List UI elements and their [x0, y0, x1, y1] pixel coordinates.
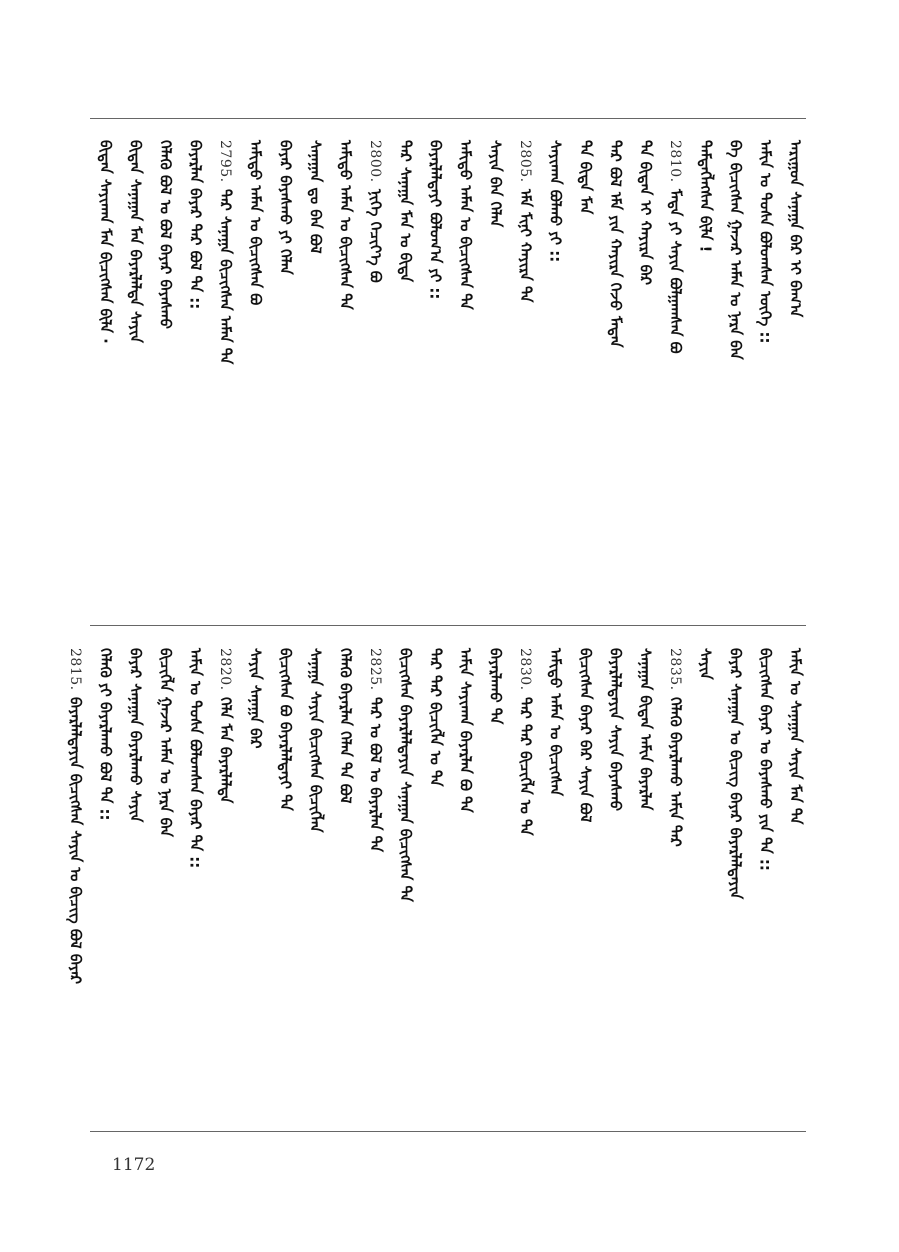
verse-text: ᠰᠠᠶᠢᠨ [696, 648, 715, 680]
line-number: 2820. [217, 648, 233, 691]
verse-text: ᠰᠠᠶᠢᠨ ᠪᠠᠨ ᠬᠡᠯᠡᠨ [486, 140, 505, 228]
top-rule [90, 118, 806, 119]
verse-text: ᠲᠡᠷ ᠲᠡᠷ ᠪᠢᠴᠢᠭᠯᠡ ᠤ ᠲᠡ [426, 648, 445, 787]
verse-text: ᠪᠢᠴᠢᠭᠯᠡ ᠭᠠᠵᠠᠷ ᠠᠮᠠᠨ ᠤ ᠨᠡᠷᠡ ᠪᠡᠨ [156, 648, 175, 837]
verse-text: ᠠᠮᠢᠳᠤ ᠠᠮᠠᠨ ᠤ ᠪᠢᠴᠢᠭᠰᠡᠨ ᠲᠡ [456, 140, 475, 310]
verse-text: ᠬᠡᠯᠡᠬᠦ ᠪᠠᠶᠠᠷᠯᠠᠬᠤ ᠠᠮᠢᠨ ᠲᠡᠷ [666, 696, 685, 847]
verse-line [753, 140, 777, 600]
verse-text: ᠬᠡᠯᠡ ᠮᠠᠨ ᠪᠠᠶᠠᠷᠯᠠᠯᠲᠠ [216, 696, 235, 803]
verse-line [453, 140, 477, 600]
verse-text: ᠰᠠᠨᠠᠭᠠᠨ ᠳᠤ ᠪᠡᠨ ᠪᠣᠯ [306, 140, 325, 254]
verse-line [693, 140, 717, 600]
verse-line [753, 648, 777, 1118]
middle-rule [90, 625, 806, 626]
verse-text: ᠨᠢᠭᠡ ᠬᠡᠴᠢᠶ᠎ᠡ ᠪᠤ [366, 188, 385, 283]
verse-line [423, 140, 447, 600]
verse-text: ᠪᠠᠶᠠᠷᠯᠠᠯᠲᠠᠶᠢ ᠪᠣᠯᠤᠭ᠎ᠠ ᠶᠢ :: [426, 140, 445, 300]
verse-text: ᠪᠢᠴᠢᠭᠰᠡᠨ ᠪᠠᠶᠠᠷᠯᠠᠯᠲᠠᠶᠢᠨ ᠰᠠᠨᠠᠭᠠᠨ ᠪᠢᠴᠢᠭᠰᠡᠨ ᠲᠡ [396, 648, 415, 902]
verse-line [633, 140, 657, 600]
line-number: 2825. [367, 648, 383, 691]
verse-text: ᠡᠮᠡ ᠮᠢᠨᠢ ᠬᠠᠶᠢᠷᠠ ᠲᠡ [516, 188, 535, 303]
verse-line [93, 140, 117, 600]
verse-line [783, 648, 807, 1118]
verse-text: ᠮᠠᠳᠠ ᠶᠢ ᠰᠠᠶᠢᠨ ᠪᠤᠯᠭᠠᠭᠰᠠᠨ ᠪᠤ [666, 188, 685, 354]
verse-line [363, 648, 387, 1118]
verse-line [243, 648, 267, 1118]
verse-text: ᠰᠠᠶᠢᠬᠠᠨ ᠪᠣᠯᠬᠤ ᠶᠢ :: [546, 140, 565, 263]
verse-text: ᠲᠡ ᠪᠢᠳᠡᠨ ᠢ ᠬᠠᠶᠢᠷᠠ ᠪᠡᠷ [636, 140, 655, 286]
verse-block-top [87, 140, 807, 600]
verse-text: ᠲᠡᠷ ᠤ ᠪᠣᠯ ᠤ ᠪᠠᠶᠠᠷᠯᠠᠨ ᠲᠡ [366, 696, 385, 852]
verse-text: ᠠᠮᠢᠨ ᠰᠠᠶᠢᠬᠠᠨ ᠪᠠᠶᠠᠷᠯᠠᠨ ᠪᠤ ᠲᠡ [456, 648, 475, 813]
verse-text: ᠲᠡᠷ ᠰᠠᠨᠠᠭᠠ ᠮᠠᠨ ᠤ ᠪᠢᠳᠡ [396, 140, 415, 283]
verse-line [153, 140, 177, 600]
verse-text: ᠪᠢᠴᠢᠭᠰᠡᠨ ᠪᠤ ᠪᠠᠶᠠᠷᠯᠠᠯᠲᠠᠶᠢ ᠲᠡ [276, 648, 295, 811]
verse-line [573, 140, 597, 600]
verse-text: ᠪᠠᠶᠠᠷ ᠰᠠᠨᠠᠭᠠᠨ ᠪᠠᠶᠠᠷᠯᠠᠬᠤ ᠰᠠᠶᠢᠨ [126, 648, 145, 823]
verse-line [63, 648, 87, 1118]
verse-line [543, 140, 567, 600]
verse-line [123, 140, 147, 600]
verse-text: ᠪᠠᠶᠠᠷ ᠪᠠᠶᠠᠰᠬᠤ ᠶᠢ ᠬᠡᠯᠡᠨ [276, 140, 295, 275]
verse-text: ᠪᠢᠳᠡᠨ ᠰᠠᠨᠠᠭᠠᠨ ᠮᠠᠨ ᠪᠠᠶᠠᠷᠯᠠᠯᠲᠠ ᠰᠠᠶᠢᠨ [126, 140, 145, 343]
verse-line [123, 648, 147, 1118]
verse-line [213, 648, 237, 1118]
verse-line [633, 648, 657, 1118]
verse-text: ᠠᠮᠢᠳᠤ ᠠᠮᠠᠨ ᠤ ᠪᠢᠴᠢᠭᠰᠡᠨ [546, 648, 565, 796]
verse-text: ᠪᠢᠳᠡᠨ ᠰᠠᠶᠢᠬᠠᠨ ᠮᠠᠨ ᠪᠢᠴᠢᠭᠰᠡᠨ ᠪᠢᠯᠡ · [96, 140, 115, 344]
verse-line [303, 140, 327, 600]
line-number: 2810. [667, 140, 683, 183]
verse-line [183, 648, 207, 1118]
verse-line [363, 140, 387, 600]
verse-text: ᠠᠮᠢᠨ ᠤ ᠰᠠᠨᠠᠭᠠᠨ ᠰᠠᠶᠢᠨ ᠮᠠᠨ ᠲᠡ [786, 648, 805, 825]
verse-line [333, 140, 357, 600]
verse-text: ᠪᠠᠶᠠᠷᠯᠠᠯᠲᠠᠶᠢᠨ ᠪᠢᠴᠢᠭᠰᠡᠨ ᠰᠠᠶᠢᠨ ᠤ ᠪᠢᠴᠢᠭ ᠪᠣᠯ ᠪᠠᠶᠠᠷ [66, 696, 85, 984]
verse-line [453, 648, 477, 1118]
verse-line [663, 648, 687, 1118]
verse-text: ᠪᠢᠴᠢᠭᠰᠡᠨ ᠪᠠᠶᠠᠷ ᠪᠡᠷ ᠰᠠᠶᠢᠨ ᠪᠣᠯ [576, 648, 595, 823]
verse-line [483, 648, 507, 1118]
verse-text: ᠪᠢᠴᠢᠭᠰᠡᠨ ᠪᠠᠶᠠᠷ ᠤ ᠪᠠᠶᠠᠰᠬᠤ ᠶᠢᠨ ᠲᠡ :: [756, 648, 775, 871]
verse-line [393, 648, 417, 1118]
verse-text: ᠲᠡᠷ ᠰᠠᠨᠠᠭᠠ ᠪᠢᠴᠢᠭᠰᠡᠨ ᠠᠮᠠᠨ ᠲᠡ [216, 188, 235, 364]
verse-text: ᠠᠮᠢᠨ ᠤ ᠲᠤᠰᠠ ᠪᠤᠯᠤᠭᠰᠠᠨ ᠪᠠᠶᠠᠷ ᠲᠡ :: [186, 648, 205, 869]
verse-text: ᠰᠠᠨᠠᠭᠠ ᠰᠠᠶᠢᠨ ᠪᠢᠴᠢᠭᠰᠡᠨ ᠪᠢᠴᠢᠭᠯᠡᠨ [306, 648, 325, 833]
verse-text: ᠬᠡᠯᠡᠬᠦ ᠪᠠᠶᠠᠷᠯᠠᠨ ᠬᠡᠯᠡᠨ ᠲᠡ ᠪᠣᠯ [336, 648, 355, 804]
verse-line [333, 648, 357, 1118]
line-number: 2795. [217, 140, 233, 183]
verse-line [393, 140, 417, 600]
verse-line [573, 648, 597, 1118]
verse-line [513, 648, 537, 1118]
verse-line [153, 648, 177, 1118]
verse-line [423, 648, 447, 1118]
verse-line [513, 140, 537, 600]
verse-text: ᠲᠡᠷ ᠪᠣᠯ ᠡᠮᠡ ᠶᠢᠨ ᠬᠠᠶᠢᠷᠠ ᠭᠡᠵᠦ ᠮᠡᠳᠡᠨ [606, 140, 625, 348]
verse-line [783, 140, 807, 600]
verse-line [723, 648, 747, 1118]
verse-text: ᠲᠡᠷ ᠲᠡᠷ ᠪᠢᠴᠢᠭᠯᠡ ᠤ ᠲᠡ [516, 696, 535, 836]
verse-text: ᠪᠠᠶᠠᠷᠯᠠᠨ ᠪᠠᠶᠠᠷ ᠲᠡᠷ ᠪᠣᠯ ᠲᠡ :: [186, 140, 205, 310]
verse-text: ᠪᠠᠶᠠᠷ ᠰᠠᠨᠠᠭᠠᠨ ᠤ ᠪᠢᠴᠢᠭ ᠪᠠᠶᠠᠷ ᠪᠠᠶᠠᠷᠯᠠᠯᠲᠠᠶᠢᠨ [726, 648, 745, 900]
verse-text: ᠰᠠᠨᠠᠭᠠᠨ ᠪᠢᠳᠡᠨ ᠠᠮᠢᠨ ᠪᠠᠶᠠᠷᠯᠠᠨ [636, 648, 655, 811]
verse-text: ᠠᠮᠢᠳᠤ ᠠᠮᠠᠨ ᠤ ᠪᠢᠴᠢᠭᠰᠡᠨ ᠪᠤ [246, 140, 265, 306]
verse-line [273, 140, 297, 600]
verse-line [693, 648, 717, 1118]
verse-line [183, 140, 207, 600]
verse-text: ᠲᠡᠮᠳᠡᠭᠯᠡᠭᠰᠡᠨ ᠪᠢᠯᠡ ! [696, 140, 715, 253]
verse-line [603, 140, 627, 600]
verse-text: ᠪᠠ ᠪᠢᠴᠢᠭᠰᠡᠨ ᠭᠠᠵᠠᠷ ᠠᠮᠠᠨ ᠤ ᠨᠡᠷᠡ ᠪᠡᠨ [726, 140, 745, 360]
verse-line [543, 648, 567, 1118]
verse-text: ᠬᠡᠯᠡᠬᠦ ᠶᠢ ᠪᠠᠶᠠᠷᠯᠠᠬᠤ ᠪᠣᠯ ᠲᠡ :: [96, 648, 115, 821]
verse-text: ᠠᠮᠢᠨ ᠤ ᠲᠤᠰᠠ ᠪᠤᠯᠤᠭᠰᠠᠨ ᠦᠭᠡ :: [756, 140, 775, 344]
verse-text: ᠠᠮᠢᠳᠤ ᠠᠮᠠᠨ ᠤ ᠪᠢᠴᠢᠭᠰᠡᠨ ᠲᠡ [336, 140, 355, 310]
verse-text: ᠠᠷᠢᠭᠤᠨ ᠰᠠᠨᠠᠭᠠ ᠪᠡᠷ ᠢ ᠪᠠᠭ᠎ᠠ [786, 140, 805, 318]
verse-text: ᠪᠠᠶᠠᠷᠯᠠᠬᠤ ᠲᠡ [486, 648, 505, 725]
verse-text: ᠰᠠᠶᠢᠨ ᠰᠠᠨᠠᠭᠠ ᠪᠡᠷ [246, 648, 265, 749]
verse-text: ᠲᠡ ᠪᠢᠳᠡ ᠮᠠᠨ [576, 140, 595, 215]
verse-line [93, 648, 117, 1118]
verse-text: ᠬᠡᠯᠡᠬᠦ ᠪᠣᠯ ᠤ ᠪᠣᠯ ᠪᠠᠶᠠᠷ ᠪᠠᠶᠠᠰᠬᠤ [156, 140, 175, 329]
verse-line [663, 140, 687, 600]
verse-line [483, 140, 507, 600]
line-number: 2805. [517, 140, 533, 183]
line-number: 2800. [367, 140, 383, 183]
verse-line [213, 140, 237, 600]
page-number: 1172 [112, 1155, 156, 1175]
verse-line [273, 648, 297, 1118]
verse-text: ᠪᠠᠶᠠᠷᠯᠠᠯᠲᠠᠶᠢᠨ ᠰᠠᠶᠢᠨ ᠪᠠᠶᠠᠰᠬᠤ [606, 648, 625, 812]
line-number: 2830. [517, 648, 533, 691]
verse-line [603, 648, 627, 1118]
bottom-rule [90, 1131, 806, 1132]
verse-line [723, 140, 747, 600]
line-number: 2815. [67, 648, 83, 691]
verse-block-bottom [57, 648, 807, 1118]
verse-line [243, 140, 267, 600]
verse-line [303, 648, 327, 1118]
line-number: 2835. [667, 648, 683, 691]
